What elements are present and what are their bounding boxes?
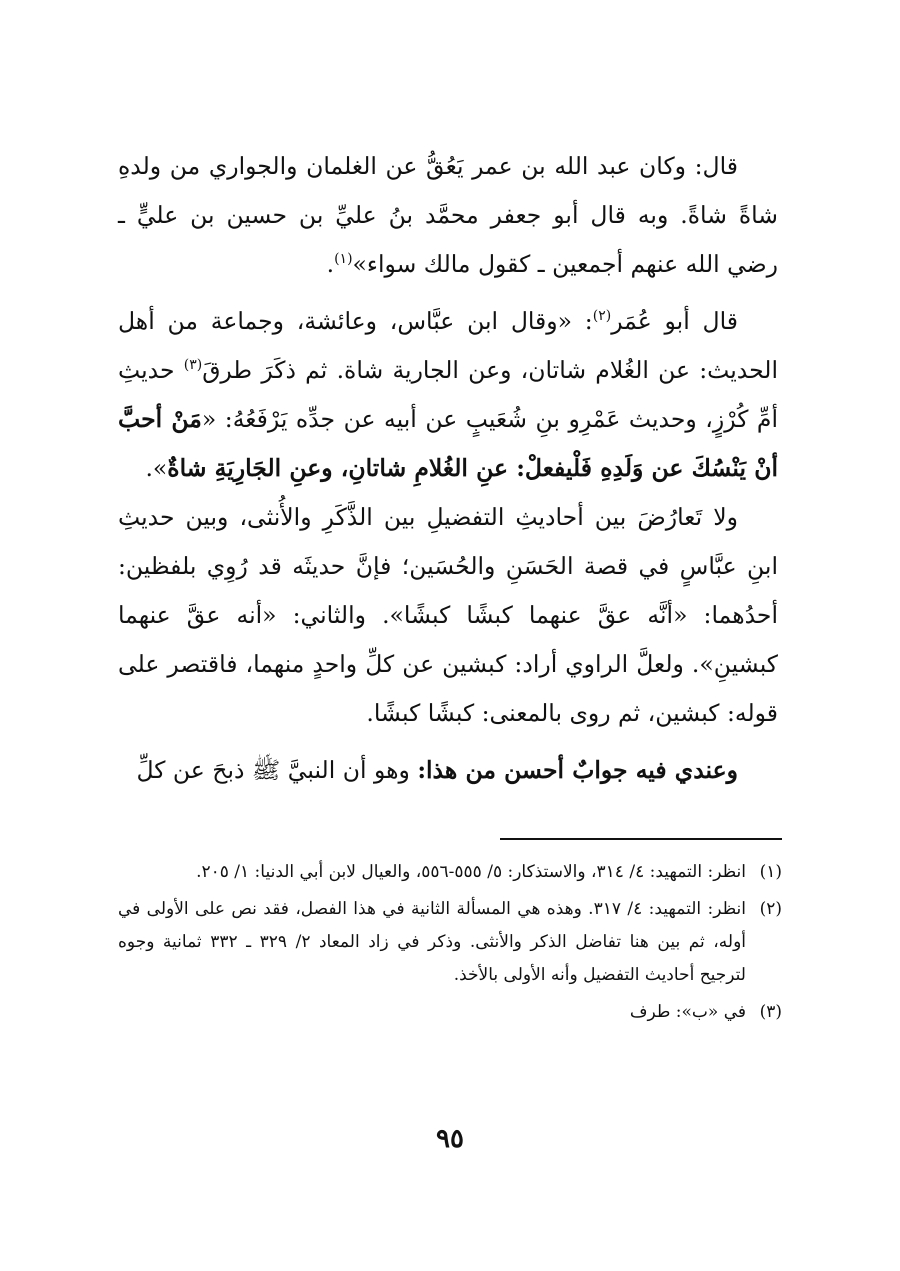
footnote-text: انظر: التمهيد: ٤/ ٣١٤، والاستذكار: ٥/ ٥٥٥-٥٥٦، والعيال لابن أبي الدنيا: ١/ ٢٠٥.	[196, 862, 746, 882]
footnote-ref-1[interactable]: (١)	[334, 251, 353, 268]
footnote-number: (٣)	[759, 1002, 782, 1022]
paragraph-3: ولا تَعارُضَ بين أحاديثِ التفضيلِ بين الذَّكَرِ والأُنثى، وبين حديثِ ابنِ عبَّاسٍ في قصة الحَسَنِ والحُسَين؛ فإنَّ حديثَه قد رُوِي بلفظين: أحدُهما: «أنَّه عقَّ عنهما كبشًا كبشًا». والثاني: «أنه عقَّ عنهما كبشينِ». ولعلَّ الراوي أراد: كبشين عن كلِّ واحدٍ منهما، فاقتصر على قوله: كبشين، ثم روى بالمعنى: كبشًا كبشًا.	[118, 503, 778, 727]
footnote-2	[118, 893, 782, 992]
paragraph-1: قال: وكان عبد الله بن عمر يَعُقُّ عن الغلمان والجواري من ولدهِ شاةً شاةً. وبه قال أبو جعفر محمَّد بنُ عليِّ بن حسين بن عليٍّ ـ رضي الله عنهم أجمعين ـ كقول مالك سواء»$^{(١)}$.	[118, 152, 778, 278]
footnote-ref-3[interactable]: (٣)	[183, 357, 203, 374]
main-text	[118, 142, 778, 795]
footnote-ref-2[interactable]: (٢)	[592, 308, 612, 325]
footnote-text: في «ب»: طرف	[629, 1002, 746, 1022]
footnote-1	[118, 856, 782, 889]
paragraph-4: وعندي فيه جوابٌ أحسن من هذا: وهو أن النبيَّ ﷺ ذبحَ عن كلِّ	[136, 756, 738, 784]
answer-heading: وعندي فيه جوابٌ أحسن من هذا:	[417, 756, 738, 784]
page-number: ٩٥	[436, 1124, 464, 1154]
footnotes	[118, 856, 782, 1033]
hadith-quote: مَنْ أحبَّ أنْ يَنْسُكَ عن وَلَدِهِ فَلْيفعلْ: عنِ الغُلامِ شاتانِ، وعنِ الجَارِيَةِ شاةٌ	[118, 405, 778, 482]
footnote-text: انظر: التمهيد: ٤/ ٣١٧. وهذه هي المسألة الثانية في هذا الفصل، فقد نص على الأولى في أوله، ثم بين هنا تفاضل الذكر والأنثى. وذكر في زاد المعاد ٢/ ٣٢٩ ـ ٣٣٢ ثمانية وجوه لترجيح أحاديث التفضيل وأنه الأولى بالأخذ.	[118, 899, 746, 985]
footnote-number: (٢)	[759, 899, 782, 919]
footnote-number: (١)	[759, 862, 782, 882]
footnote-divider	[500, 838, 782, 840]
paragraph-2: قال أبو عُمَر$^{(٢)}$: «وقال ابن عبَّاس، وعائشة، وجماعة من أهل الحديث: عن الغُلام شاتان، وعن الجارية شاة. ثم ذكَرَ طرقَ$^{(٣)}$ حديثِ أمِّ كُرْزٍ، وحديث عَمْرِو بنِ شُعَيبٍ عن أبيه عن جدِّه يَرْفَعُهُ: «مَنْ أحبَّ أنْ يَنْسُكَ عن وَلَدِهِ فَلْيفعلْ: عنِ الغُلامِ شاتانِ، وعنِ الجَارِيَةِ شاةٌ».	[118, 307, 778, 482]
footnote-3	[118, 996, 782, 1029]
